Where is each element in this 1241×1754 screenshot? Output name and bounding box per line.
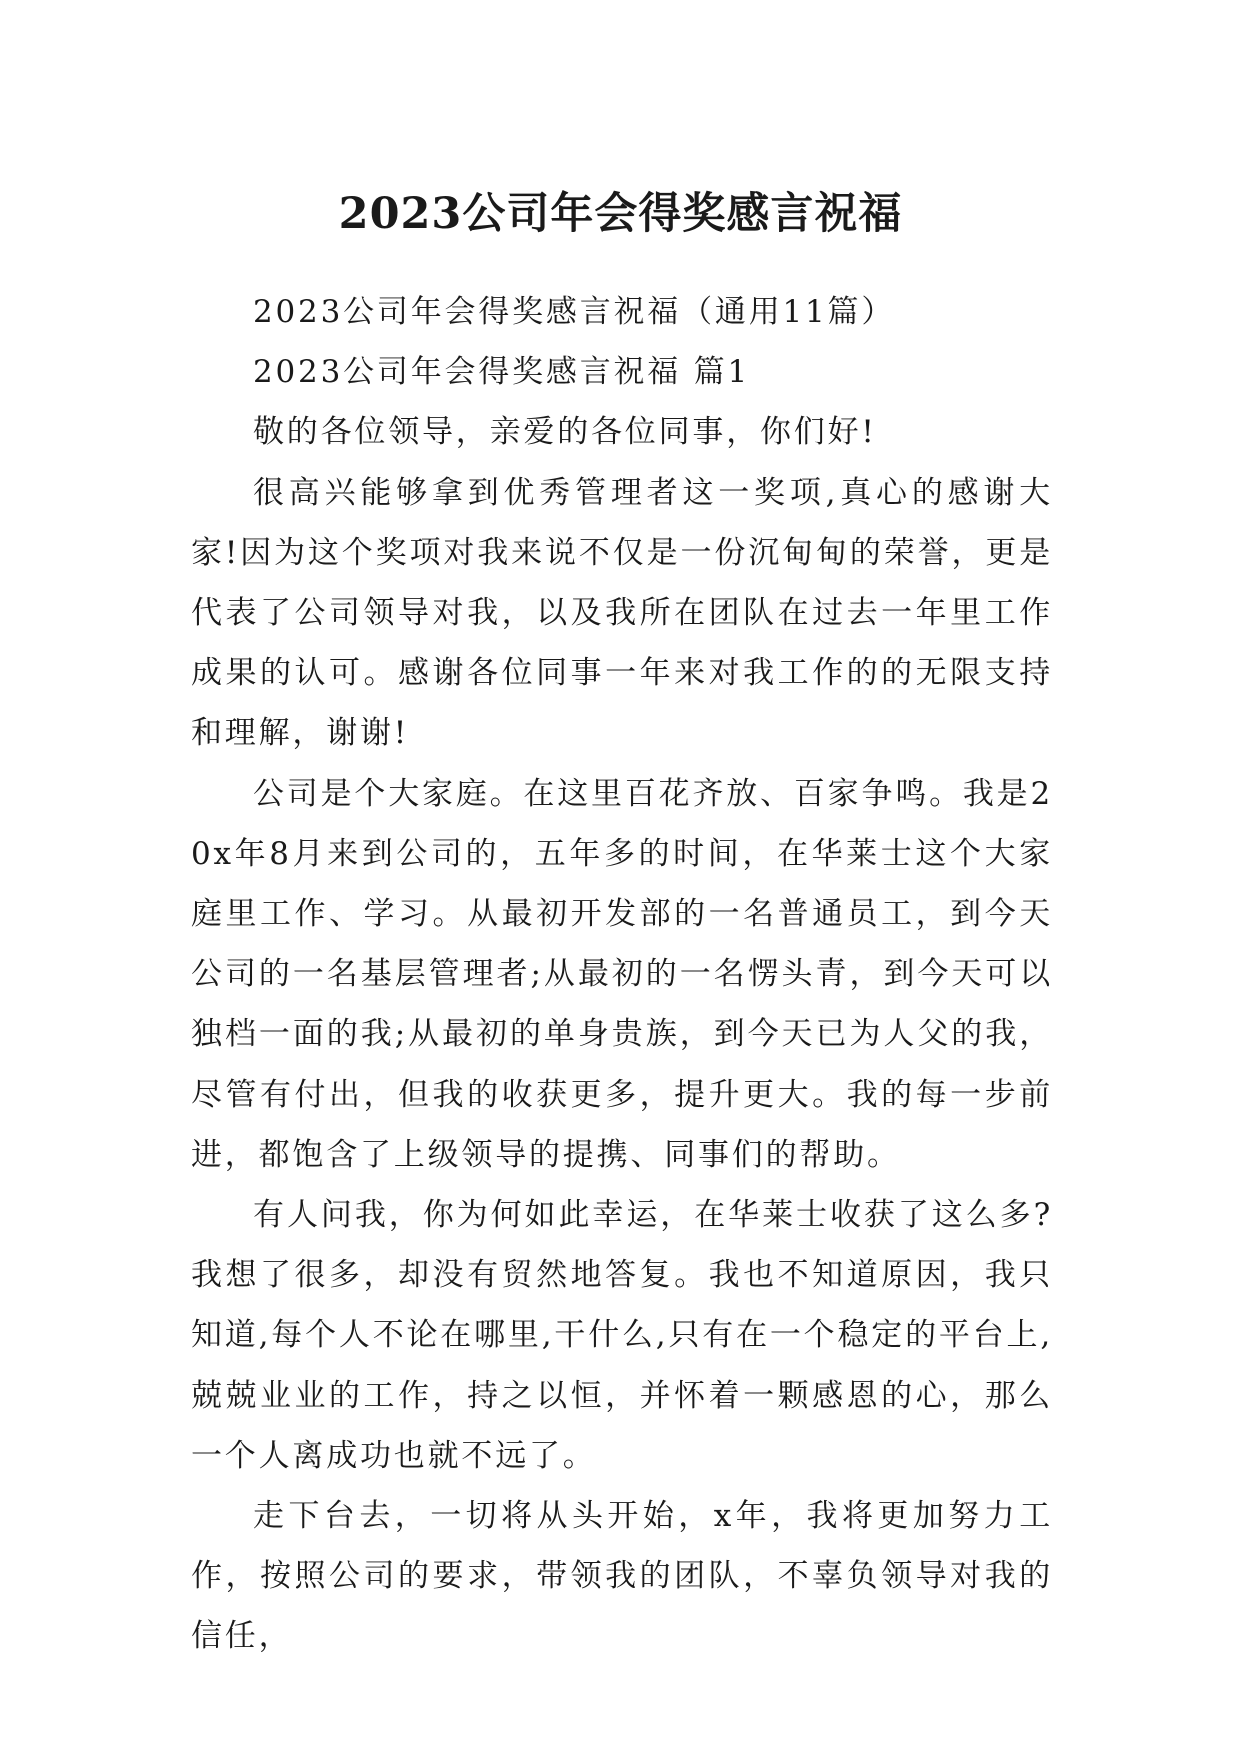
body-paragraph: 公司是个大家庭。在这里百花齐放、百家争鸣。我是20x年8月来到公司的，五年多的时间，在华莱士这个大家庭里工作、学习。从最初开发部的一名普通员工，到今天公司的一名基层管理者;从最初的一名愣头青，到今天可以独档一面的我;从最初的单身贵族，到今天已为人父的我，尽管有付出，但我的收获更多，提升更大。我的每一步前进，都饱含了上级领导的提携、同事们的帮助。	[191, 775, 1053, 1173]
document-body	[191, 282, 1053, 1667]
body-paragraph: 很高兴能够拿到优秀管理者这一奖项,真心的感谢大家!因为这个奖项对我来说不仅是一份沉甸甸的荣誉，更是代表了公司领导对我，以及我所在团队在过去一年里工作成果的认可。感谢各位同事一年来对我工作的的无限支持和理解，谢谢!	[191, 474, 1053, 752]
body-paragraph: 有人问我，你为何如此幸运，在华莱士收获了这么多?我想了很多，却没有贸然地答复。我也不知道原因，我只知道,每个人不论在哪里,干什么,只有在一个稳定的平台上,兢兢业业的工作，持之以恒，并怀着一颗感恩的心，那么一个人离成功也就不远了。	[191, 1197, 1053, 1474]
subtitle-paragraph: 2023公司年会得奖感言祝福（通用11篇）	[253, 294, 896, 330]
body-paragraph: 走下台去，一切将从头开始，x年，我将更加努力工作，按照公司的要求，带领我的团队，不辜负领导对我的信任，	[191, 1498, 1053, 1655]
section-heading: 2023公司年会得奖感言祝福 篇1	[253, 354, 751, 391]
document-title: 2023公司年会得奖感言祝福	[338, 188, 903, 239]
greeting-paragraph: 敬的各位领导，亲爱的各位同事，你们好!	[253, 414, 877, 451]
